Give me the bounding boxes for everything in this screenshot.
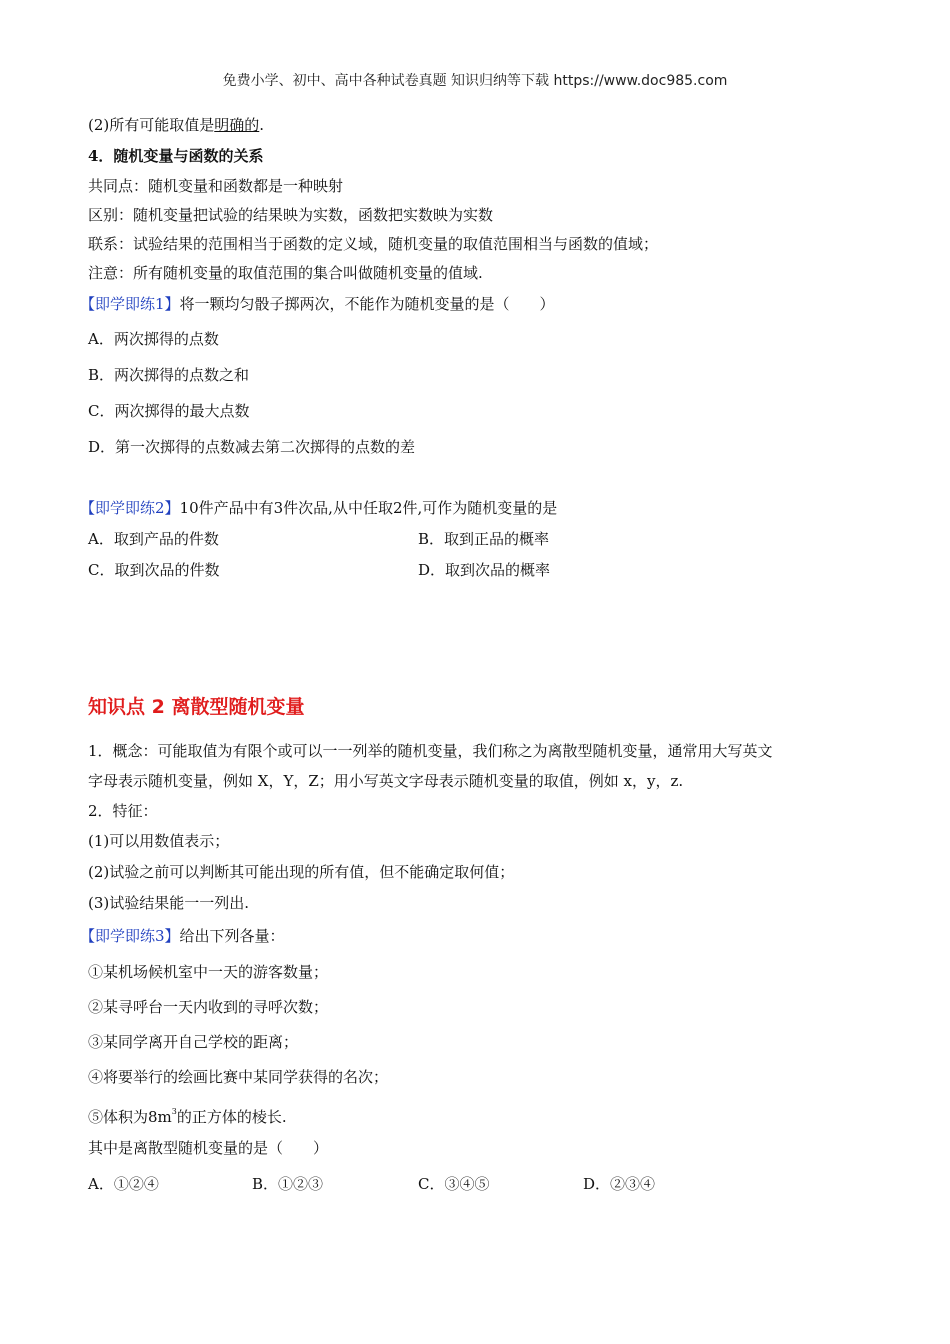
note: 注意：所有随机变量的取值范围的集合叫做随机变量的值域.: [88, 264, 483, 282]
ex2-option-d: D．取到次品的概率: [418, 561, 551, 579]
feature-3: (3)试验结果能一一列出.: [88, 894, 250, 912]
concept-line-1: 1．概念：可能取值为有限个或可以一一列举的随机变量，我们称之为离散型随机变量，通常用大写英文: [88, 742, 773, 760]
ex3-item-3: ③某同学离开自己学校的距离；: [88, 1033, 299, 1051]
ex3-option-d: D．②③④: [583, 1175, 656, 1193]
ex3-item-5: [88, 1102, 287, 1127]
exercise-2: [80, 498, 557, 518]
exercise-3: [80, 926, 285, 946]
ex3-item-1: ①某机场候机室中一天的游客数量；: [88, 963, 329, 981]
common-point: 共同点：随机变量和函数都是一种映射: [88, 177, 344, 195]
ex3-ask: 其中是离散型随机变量的是（ ）: [88, 1139, 329, 1157]
exercise-question: 10件产品中有3件次品,从中任取2件,可作为随机变量的是: [179, 499, 558, 517]
ex3-option-b: B．①②③: [252, 1175, 324, 1193]
knowledge-point-2-heading: 知识点 2 离散型随机变量: [88, 696, 305, 718]
exercise-1: [80, 294, 555, 314]
page-header: 免费小学、初中、高中各种试卷真题 知识归纳等下载 https://www.doc985.com: [222, 73, 728, 89]
exercise-question: 将一颗均匀骰子掷两次，不能作为随机变量的是（ ）: [179, 295, 555, 313]
exercise-tag: 【即学即练2】: [80, 499, 180, 517]
math-volume: [148, 1108, 177, 1126]
text: ⑤体积为: [88, 1108, 149, 1126]
relation: 联系：试验结果的范围相当于函数的定义域，随机变量的取值范围相当与函数的值域；: [88, 235, 659, 253]
text: .: [259, 116, 265, 134]
ex2-option-b: B．取到正品的概率: [418, 530, 550, 548]
math-text: 8m: [148, 1108, 172, 1126]
ex2-option-a: A．取到产品的件数: [88, 530, 219, 548]
ex3-option-c: C．③④⑤: [418, 1175, 490, 1193]
ex3-item-4: ④将要举行的绘画比赛中某同学获得的名次；: [88, 1068, 389, 1086]
exercise-tag: 【即学即练1】: [80, 295, 180, 313]
feature-2: (2)试验之前可以判断其可能出现的所有值，但不能确定取何值；: [88, 863, 515, 881]
feature-1: (1)可以用数值表示；: [88, 832, 230, 850]
feature-title: 2．特征：: [88, 802, 158, 820]
difference: 区别：随机变量把试验的结果映为实数，函数把实数映为实数: [88, 206, 494, 224]
underlined-text: 明确的: [214, 116, 260, 134]
ex1-option-a: A．两次掷得的点数: [88, 330, 219, 348]
concept-line-2: 字母表示随机变量，例如 X，Y，Z；用小写英文字母表示随机变量的取值，例如 x，y，z.: [88, 772, 684, 790]
ex1-option-c: C．两次掷得的最大点数: [88, 402, 250, 420]
ex1-option-b: B．两次掷得的点数之和: [88, 366, 250, 384]
ex3-item-2: ②某寻呼台一天内收到的寻呼次数；: [88, 998, 329, 1016]
section-4-title: 4．随机变量与函数的关系: [88, 147, 264, 165]
math-superscript: 3: [171, 1107, 177, 1116]
ex3-option-a: A．①②④: [88, 1175, 159, 1193]
exercise-question: 给出下列各量：: [179, 927, 285, 945]
ex1-option-d: D．第一次掷得的点数减去第二次掷得的点数的差: [88, 438, 416, 456]
p-possible-values: [88, 115, 264, 135]
text: (2)所有可能取值是: [88, 116, 215, 134]
exercise-tag: 【即学即练3】: [80, 927, 180, 945]
text: 的正方体的棱长.: [176, 1108, 287, 1126]
ex2-option-c: C．取到次品的件数: [88, 561, 220, 579]
